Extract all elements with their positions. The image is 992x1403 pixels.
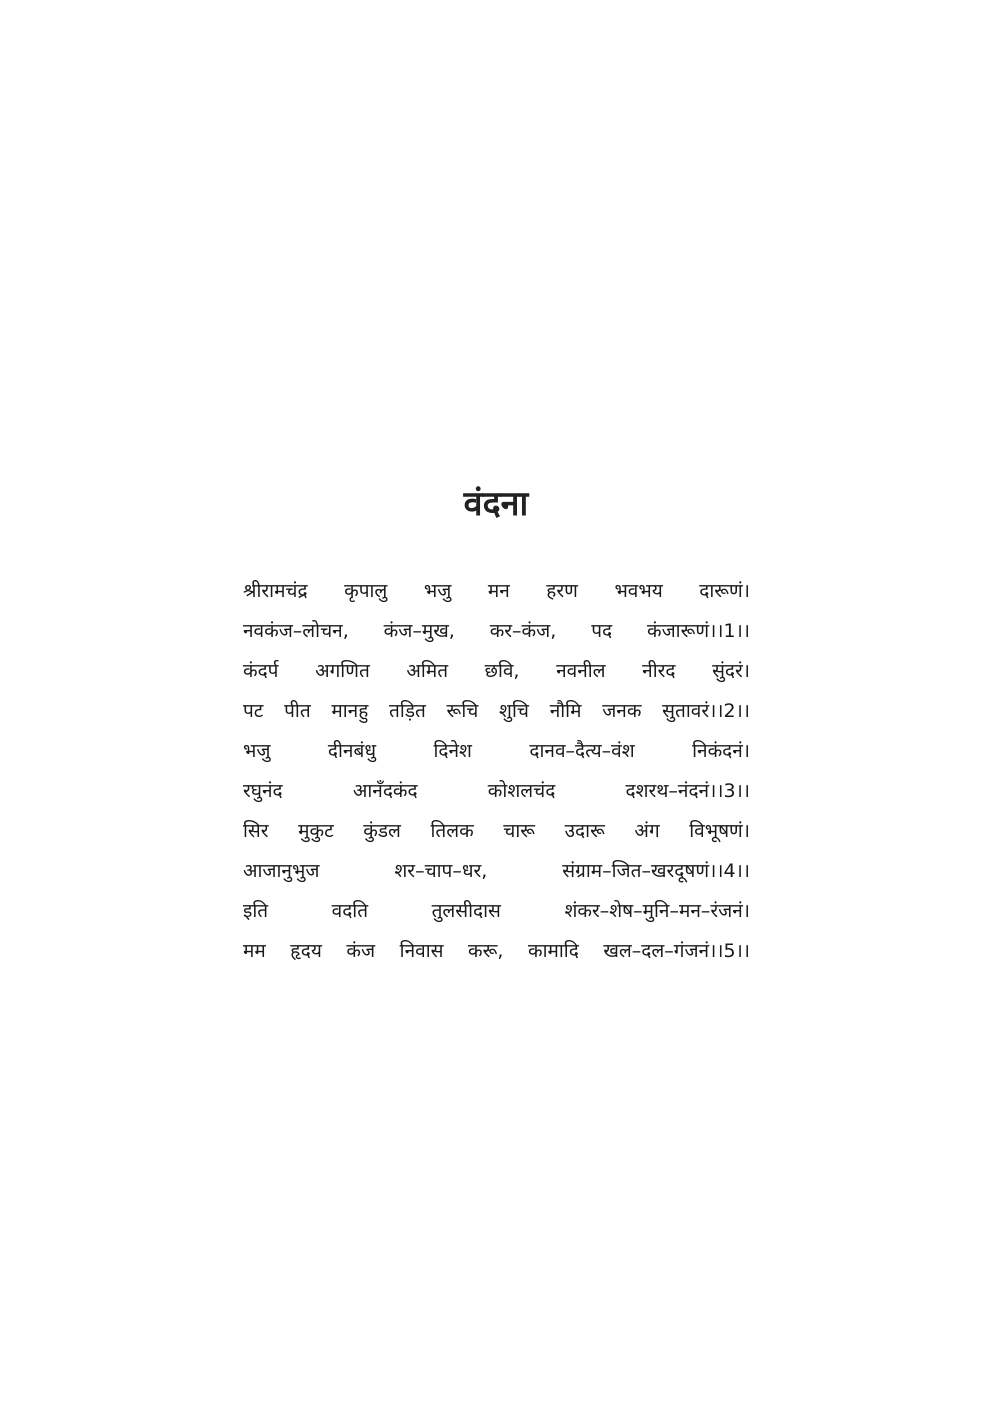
verse-line: पट पीत मानहु तड़ित रूचि शुचि नौमि जनक सुतावरं।।2।। [243, 700, 750, 722]
verse-line: इति वदति तुलसीदास शंकर–शेष–मुनि–मन–रंजनं। [243, 900, 750, 922]
verse-line: कंदर्प अगणित अमित छवि, नवनील नीरद सुंदरं। [243, 660, 750, 682]
verse-block [243, 571, 750, 971]
verse-line: भजु दीनबंधु दिनेश दानव–दैत्य–वंश निकंदनं। [243, 740, 750, 762]
verse-line: मम हृदय कंज निवास करू, कामादि खल–दल–गंजनं।।5।। [243, 940, 750, 962]
verse-line: नवकंज–लोचन, कंज–मुख, कर–कंज, पद कंजारूणं।।1।। [243, 620, 750, 642]
verse-line: श्रीरामचंद्र कृपालु भजु मन हरण भवभय दारूणं। [243, 580, 750, 602]
verse-line: सिर मुकुट कुंडल तिलक चारू उदारू अंग विभूषणं। [243, 820, 750, 842]
verse-line: रघुनंद आनँदकंद कोशलचंद दशरथ–नंदनं।।3।। [243, 780, 750, 802]
verse-line: आजानुभुज शर–चाप–धर, संग्राम–जित–खरदूषणं।।4।। [243, 860, 750, 882]
page-title: वंदना [463, 484, 529, 524]
